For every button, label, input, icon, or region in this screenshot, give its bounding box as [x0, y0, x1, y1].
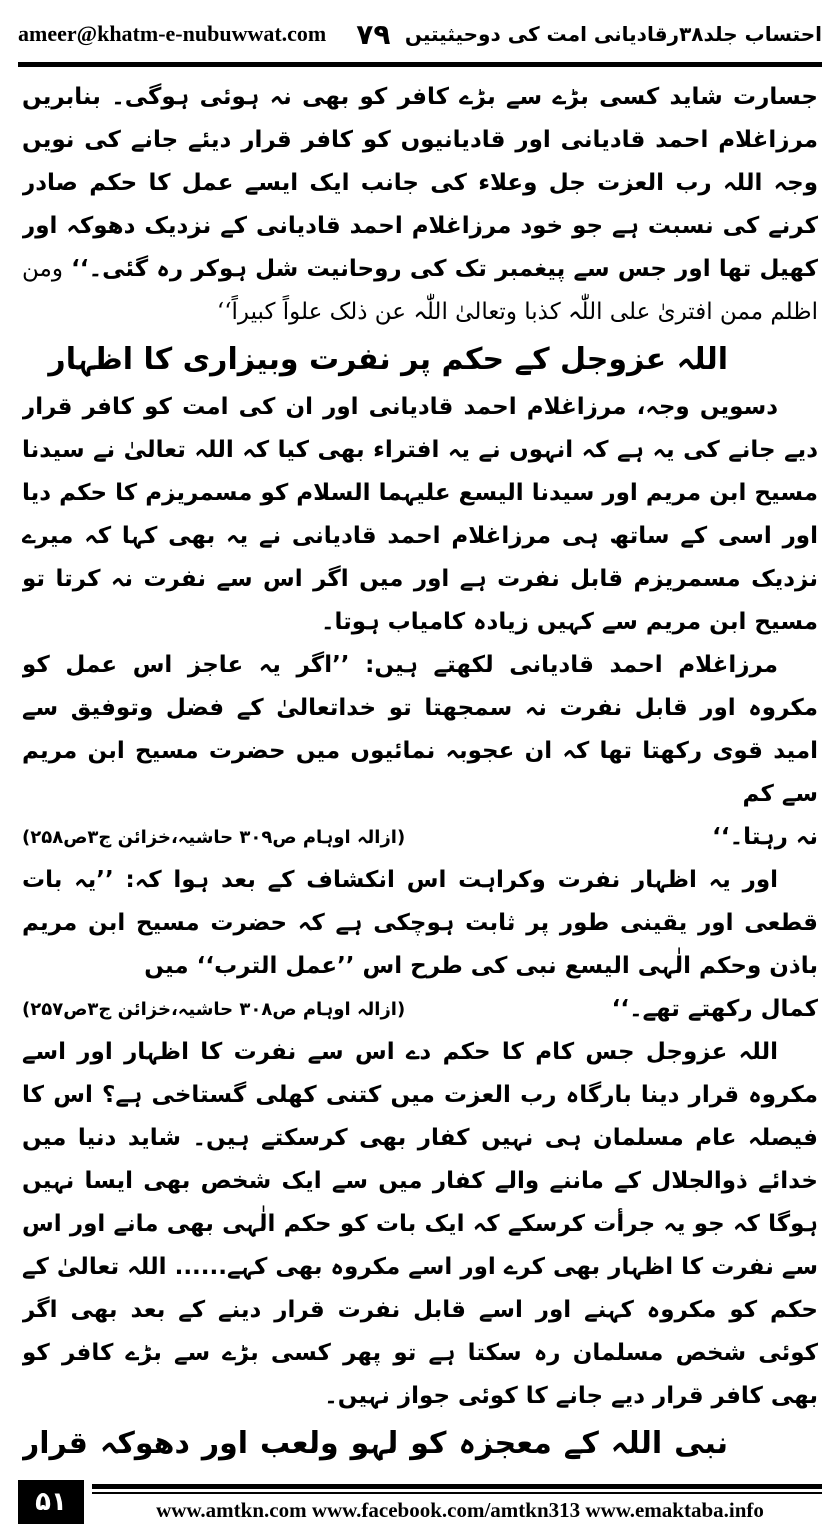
citation-line-1 — [22, 816, 818, 859]
paragraph-2: دسویں وجہ، مرزاغلام احمد قادیانی اور ان کی امت کو کافر قرار دیے جانے کی یہ ہے کہ انہوں نے یہ افتراء بھی کیا کہ اللہ تعالیٰ نے سیدنا مسیح ابن مریم اور سیدنا الیسع علیہما السلام کو مسمریزم کا حکم دیا اور اسی کے ساتھ ہی مرزاغلام احمد قادیانی نے یہ بھی کہا کہ میرے نزدیک مسمریزم قابل نفرت ہے اور میں اگر اس سے نفرت نہ کرتا تو مسیح ابن مریم سے کہیں زیادہ کامیاب ہوتا۔ — [22, 394, 818, 635]
paragraph-1 — [22, 76, 818, 334]
paragraph-4-end: کمال رکھتے تھے۔‘‘ — [611, 996, 818, 1022]
paragraph-3: مرزاغلام احمد قادیانی لکھتے ہیں: ’’اگر یہ عاجز اس عمل کو مکروہ اور قابل نفرت نہ سمجھتا تو خداتعالیٰ کے فضل وتوفیق سے امید قوی رکھتا تھا کہ ان عجوبہ نمائیوں میں حضرت مسیح ابن مریم سے کم — [22, 652, 818, 807]
header-rule — [18, 62, 822, 67]
header-title: احتساب جلد۳۸رقادیانی امت کی دوحیثیتیں — [404, 22, 822, 46]
page-footer — [18, 1480, 822, 1528]
citation-1: (ازالہ اوہام ص۳۰۹ حاشیہ،خزائن ج۳ص۲۵۸) — [22, 827, 406, 848]
page-header — [18, 8, 822, 60]
footer-rule-thick — [92, 1484, 822, 1489]
paragraph-3-end: نہ رہتا۔‘‘ — [712, 824, 818, 850]
paragraph-1-text: جسارت شاید کسی بڑے سے بڑے کافر کو بھی نہ ہوئی ہوگی۔ بنابریں مرزاغلام احمد قادیانی اور قادیانیوں کو کافر قرار دیئے جانے کی نویں وجہ اللہ رب العزت جل وعلاء کی جانب ایک ایسے عمل کا حکم صادر کرنے کی نسبت ہے جو خود مرزاغلام احمد قادیانی کے نزدیک دھوکہ اور کھیل تھا اور جس سے پیغمبر تک کی روحانیت شل ہوکر رہ گئی۔‘‘ — [22, 84, 818, 282]
section-heading-2: نبی اللہ کے معجزہ کو لہو ولعب اور دھوکہ قرار — [22, 1426, 728, 1461]
footer-page-badge: ۵۱ — [18, 1480, 84, 1524]
arabic-quote: ومن اظلم ممن افتریٰ علی اللّٰہ کذبا وتعالیٰ اللّٰہ عن ذلک علواً کبیراً‘‘ — [22, 256, 818, 325]
citation-line-2 — [22, 988, 818, 1031]
header-page-number: ۷۹ — [356, 17, 391, 51]
paragraph-5: اللہ عزوجل جس کام کا حکم دے اس سے نفرت کا اظہار اور اسے مکروہ قرار دینا بارگاہ رب العزت میں کتنی کھلی گستاخی ہے؟ اس کا فیصلہ عام مسلمان ہی نہیں کفار بھی کرسکتے ہیں۔ شاید دنیا میں خدائے ذوالجلال کے ماننے والے کفار میں سے ایک شخص بھی ایسا نہیں ہوگا کہ جو یہ جرأت کرسکے کہ ایک بات کو حکم الٰہی بھی مانے اور اس سے نفرت کا اظہار بھی کرے اور اسے مکروہ بھی کہے...... اللہ تعالیٰ کے حکم کو مکروہ کہنے اور اسے قابل نفرت قرار دینے کے بعد بھی اگر کوئی شخص مسلمان رہ سکتا ہے تو پھر کسی بڑے سے بڑے کافر کو بھی کافر قرار دیے جانے کا کوئی جواز نہیں۔ — [22, 1039, 818, 1409]
page-body — [22, 76, 818, 1466]
citation-2: (ازالہ اوہام ص۳۰۸ حاشیہ،خزائن ج۳ص۲۵۷) — [22, 999, 406, 1020]
section-heading-1: اللہ عزوجل کے حکم پر نفرت وبیزاری کا اظہار — [48, 342, 728, 377]
footer-links[interactable]: www.amtkn.com www.facebook.com/amtkn313 www.emaktaba.info — [156, 1498, 764, 1522]
header-left — [18, 18, 390, 51]
header-email[interactable]: ameer@khatm-e-nubuwwat.com — [18, 21, 327, 46]
paragraph-4: اور یہ اظہار نفرت وکراہت اس انکشاف کے بعد ہوا کہ: ’’یہ بات قطعی اور یقینی طور پر ثابت ہوچکی ہے کہ حضرت مسیح ابن مریم باذن وحکم الٰہی الیسع نبی کی طرح اس ’’عمل الترب‘‘ میں — [22, 867, 818, 979]
footer-rule-thin — [92, 1492, 822, 1494]
